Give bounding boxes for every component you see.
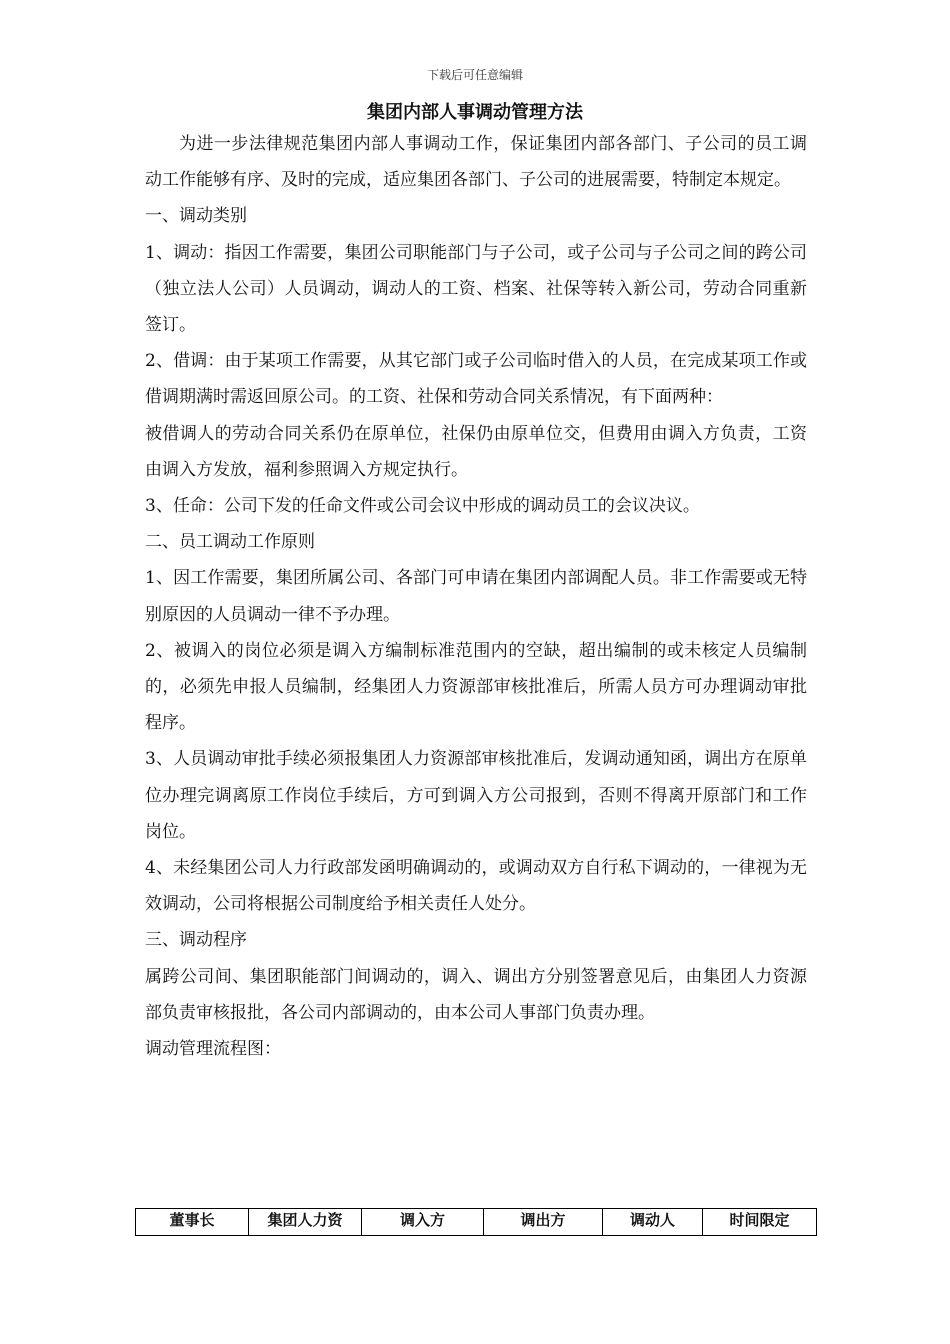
paragraph-secondment: 2、借调：由于某项工作需要，从其它部门或子公司临时借入的人员，在完成某项工作或借调期满时需返回原公司。的工资、社保和劳动合同关系情况，有下面两种： xyxy=(145,351,807,408)
paragraph-procedure: 属跨公司间、集团职能部门间调动的，调入、调出方分别签署意见后，由集团人力资源部负责审核报批，各公司内部调动的，由本公司人事部门负责办理。 xyxy=(145,966,807,1023)
flowchart-table xyxy=(135,1208,817,1236)
paragraph-transfer: 1、调动：指因工作需要，集团公司职能部门与子公司，或子公司与子公司之间的跨公司（独立法人公司）人员调动，调动人的工资、档案、社保等转入新公司，劳动合同重新签订。 xyxy=(145,242,807,336)
document-body xyxy=(145,126,807,1067)
column-header-receiving-party: 调入方 xyxy=(362,1209,484,1236)
column-header-group-hr: 集团人力资 xyxy=(249,1209,362,1236)
paragraph-intro: 为进一步法律规范集团内部人事调动工作，保证集团内部各部门、子公司的员工调动工作能够有序、及时的完成，适应集团各部门、子公司的进展需要，特制定本规定。 xyxy=(145,134,807,191)
paragraph-principle-2: 2、被调入的岗位必须是调入方编制标准范围内的空缺，超出编制的或未核定人员编制的，必须先申报人员编制，经集团人力资源部审核批准后，所需人员方可办理调动审批程序。 xyxy=(145,640,807,734)
section-heading-1: 一、调动类别 xyxy=(145,206,247,227)
paragraph-flowchart-label: 调动管理流程图： xyxy=(145,1039,281,1060)
column-header-transferee: 调动人 xyxy=(603,1209,703,1236)
paragraph-secondment-detail: 被借调人的劳动合同关系仍在原单位，社保仍由原单位交，但费用由调入方负责，工资由调入方发放，福利参照调入方规定执行。 xyxy=(145,423,807,480)
column-header-time-limit: 时间限定 xyxy=(703,1209,817,1236)
paragraph-appointment: 3、任命：公司下发的任命文件或公司会议中形成的调动员工的会议决议。 xyxy=(145,496,700,517)
column-header-chairman: 董事长 xyxy=(136,1209,249,1236)
header-note: 下载后可任意编辑 xyxy=(426,68,523,82)
flowchart-header-row xyxy=(136,1209,817,1236)
paragraph-principle-3: 3、人员调动审批手续必须报集团人力资源部审核批准后，发调动通知函，调出方在原单位办理完调离原工作岗位手续后，方可到调入方公司报到，否则不得离开原部门和工作岗位。 xyxy=(145,749,807,842)
section-heading-3: 三、调动程序 xyxy=(145,930,247,951)
column-header-releasing-party: 调出方 xyxy=(484,1209,603,1236)
document-title: 集团内部人事调动管理方法 xyxy=(367,102,583,123)
section-heading-2: 二、员工调动工作原则 xyxy=(145,532,315,553)
paragraph-principle-1: 1、因工作需要，集团所属公司、各部门可申请在集团内部调配人员。非工作需要或无特别原因的人员调动一律不予办理。 xyxy=(145,568,807,625)
paragraph-principle-4: 4、未经集团公司人力行政部发函明确调动的，或调动双方自行私下调动的，一律视为无效调动，公司将根据公司制度给予相关责任人处分。 xyxy=(145,858,807,915)
